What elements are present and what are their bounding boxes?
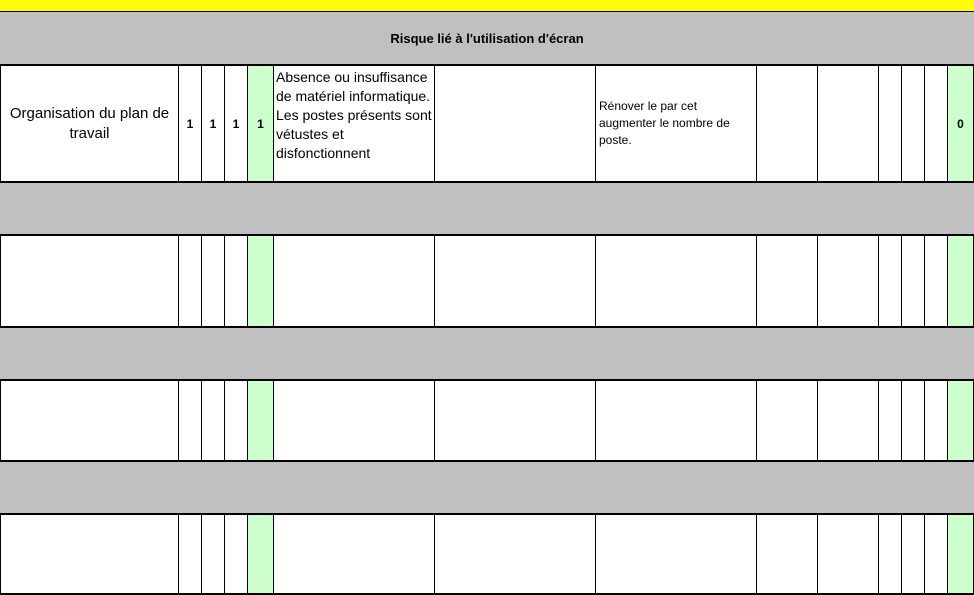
- empty-cell[interactable]: [0, 236, 179, 326]
- table-row: [0, 381, 974, 462]
- empty-cell[interactable]: [225, 236, 248, 326]
- empty-cell[interactable]: [818, 236, 879, 326]
- empty-cell[interactable]: [435, 381, 596, 460]
- section-header-band: [0, 12, 974, 66]
- total-cell[interactable]: [948, 236, 974, 326]
- empty-cell[interactable]: [0, 515, 179, 593]
- empty-cell[interactable]: [202, 381, 225, 460]
- total-cell[interactable]: [948, 381, 974, 460]
- section-title: Risque lié à l'utilisation d'écran: [390, 30, 584, 46]
- empty-cell[interactable]: [818, 515, 879, 593]
- empty-cell[interactable]: [925, 515, 948, 593]
- empty-cell[interactable]: [818, 66, 879, 181]
- empty-cell[interactable]: [757, 381, 818, 460]
- score-cell[interactable]: [248, 515, 274, 593]
- empty-cell[interactable]: [902, 236, 925, 326]
- separator-band: [0, 328, 974, 381]
- total-cell[interactable]: [948, 515, 974, 593]
- empty-cell[interactable]: [879, 66, 902, 181]
- empty-cell[interactable]: [202, 515, 225, 593]
- empty-cell[interactable]: [925, 66, 948, 181]
- empty-cell[interactable]: [902, 515, 925, 593]
- empty-cell[interactable]: [225, 381, 248, 460]
- score-cell[interactable]: 1: [248, 66, 274, 181]
- yellow-header-strip: [0, 0, 974, 12]
- risk-description-cell[interactable]: Absence ou insuffisance de matériel informatique. Les postes présents sont vétustes et disfonctionnent: [274, 66, 435, 181]
- score-cell[interactable]: [248, 236, 274, 326]
- existing-measures-cell[interactable]: [435, 66, 596, 181]
- empty-cell[interactable]: [274, 381, 435, 460]
- score-cell[interactable]: [248, 381, 274, 460]
- total-cell[interactable]: 0: [948, 66, 974, 181]
- empty-cell[interactable]: [879, 381, 902, 460]
- empty-cell[interactable]: [879, 515, 902, 593]
- work-unit-cell[interactable]: Organisation du plan de travail: [0, 66, 179, 181]
- empty-cell[interactable]: [0, 381, 179, 460]
- empty-cell[interactable]: [202, 236, 225, 326]
- gravity-cell-1[interactable]: 1: [179, 66, 202, 181]
- empty-cell[interactable]: [902, 381, 925, 460]
- empty-cell[interactable]: [757, 66, 818, 181]
- empty-cell[interactable]: [274, 236, 435, 326]
- empty-cell[interactable]: [435, 236, 596, 326]
- empty-cell[interactable]: [596, 515, 757, 593]
- table-row: [0, 236, 974, 328]
- gravity-cell-2[interactable]: 1: [202, 66, 225, 181]
- empty-cell[interactable]: [596, 381, 757, 460]
- table-row: [0, 66, 974, 183]
- empty-cell[interactable]: [879, 236, 902, 326]
- empty-cell[interactable]: [818, 381, 879, 460]
- separator-band: [0, 462, 974, 515]
- action-cell[interactable]: Rénover le par cet augmenter le nombre de poste.: [596, 66, 757, 181]
- empty-cell[interactable]: [596, 236, 757, 326]
- empty-cell[interactable]: [757, 515, 818, 593]
- empty-cell[interactable]: [902, 66, 925, 181]
- empty-cell[interactable]: [757, 236, 818, 326]
- empty-cell[interactable]: [925, 236, 948, 326]
- empty-cell[interactable]: [274, 515, 435, 593]
- table-row: [0, 515, 974, 595]
- empty-cell[interactable]: [225, 515, 248, 593]
- separator-band: [0, 183, 974, 236]
- empty-cell[interactable]: [179, 236, 202, 326]
- empty-cell[interactable]: [435, 515, 596, 593]
- empty-cell[interactable]: [179, 515, 202, 593]
- empty-cell[interactable]: [179, 381, 202, 460]
- empty-cell[interactable]: [925, 381, 948, 460]
- gravity-cell-3[interactable]: 1: [225, 66, 248, 181]
